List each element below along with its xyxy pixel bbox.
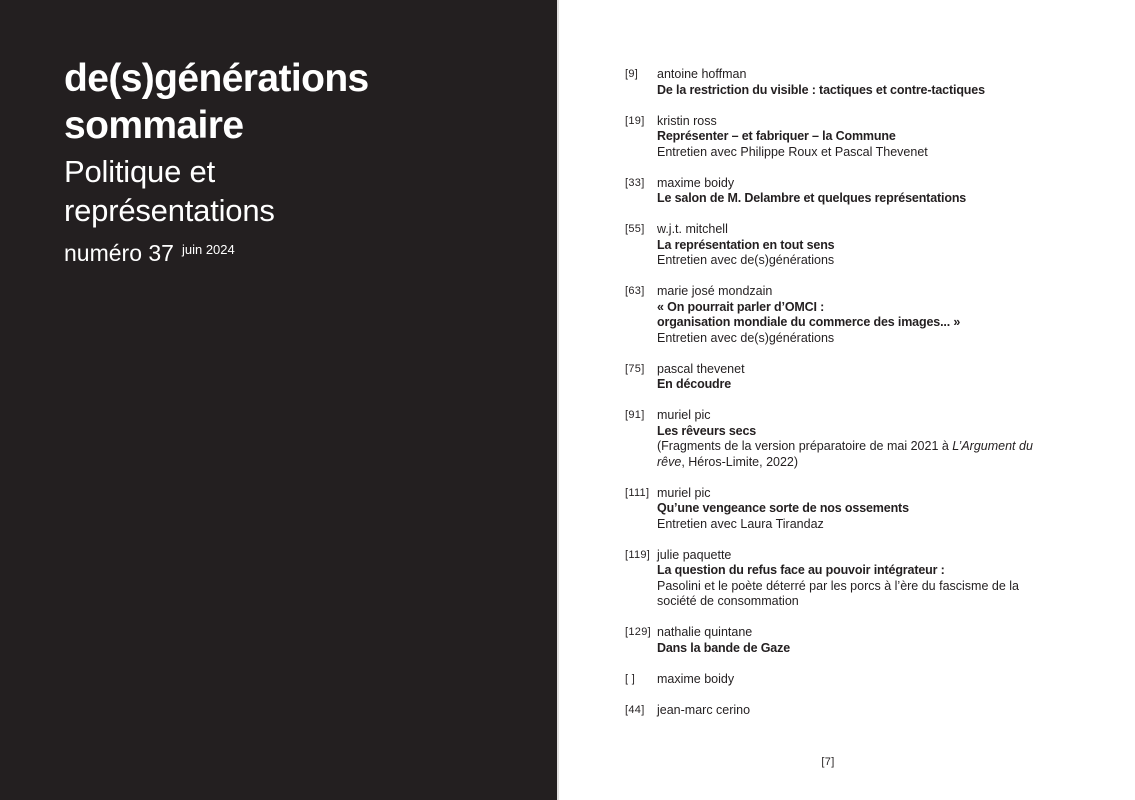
entry-title: « On pourrait parler d’OMCI : (657, 299, 825, 314)
entry-page-ref: [91] (625, 409, 645, 421)
entry-page-ref: [55] (625, 223, 645, 235)
entry-author: antoine hoffman (657, 67, 747, 81)
journal-title: de(s)générations (64, 57, 369, 100)
issue-number: numéro 37 (64, 240, 174, 266)
entry-title: organisation mondiale du commerce des images... » (657, 315, 961, 329)
entry-author: nathalie quintane (657, 625, 753, 639)
entry-note: Entretien avec Laura Tirandaz (657, 516, 824, 531)
entry-page-ref: [129] (625, 626, 651, 638)
entry-note: Entretien avec de(s)générations (657, 253, 835, 267)
toc-list (625, 67, 1031, 768)
issue-theme-line2: représentations (64, 193, 275, 228)
entry-body (657, 114, 1031, 161)
entry-page-ref: [9] (625, 68, 639, 80)
entry-author: w.j.t. mitchell (657, 222, 728, 236)
entry-note: rêve, Héros-Limite, 2022) (657, 454, 799, 469)
toc-entry (625, 114, 1031, 161)
sommaire-heading: sommaire (64, 104, 244, 147)
issue-theme-block (64, 152, 275, 230)
entry-title: Qu’une vengeance sorte de nos ossements (657, 501, 909, 515)
issue-date: juin 2024 (181, 242, 235, 257)
toc-entry (625, 362, 1031, 393)
entry-page-ref: [33] (625, 176, 645, 189)
toc-entry (625, 672, 1031, 688)
toc-entry (625, 625, 1031, 656)
entry-body (657, 222, 1031, 269)
entry-note: (Fragments de la version préparatoire de mai 2021 à L’Argument du (657, 439, 1033, 453)
toc-entry (625, 176, 1031, 207)
entry-page-ref: [119] (625, 548, 651, 561)
entry-body (657, 672, 1031, 688)
entry-author: julie paquette (657, 547, 732, 562)
entry-author: muriel pic (657, 408, 711, 422)
entry-page-ref: [ ] (625, 672, 636, 685)
entry-body (657, 284, 1031, 346)
issue-info (64, 240, 235, 267)
toc-entry (625, 703, 1031, 719)
entry-author: jean-marc cerino (657, 702, 751, 717)
entry-page-ref: [63] (625, 285, 645, 297)
entry-author: maxime boidy (657, 671, 735, 686)
entry-title: En découdre (657, 377, 732, 391)
entry-author: muriel pic (657, 485, 711, 500)
toc-entry (625, 222, 1031, 269)
entry-title: Le salon de M. Delambre et quelques représentations (657, 191, 967, 205)
entry-body (657, 362, 1031, 393)
entry-body (657, 703, 1031, 719)
toc-entry (625, 284, 1031, 346)
toc-page (557, 0, 1135, 800)
entry-title: Les rêveurs secs (657, 423, 757, 438)
entry-body (657, 408, 1033, 470)
issue-theme-line1: Politique et (64, 154, 215, 189)
entry-title: La question du refus face au pouvoir intégrateur : (657, 563, 945, 577)
cover-panel (0, 0, 557, 800)
entry-page-ref: [44] (625, 703, 645, 716)
toc-entry (625, 486, 1031, 533)
entry-title: Représenter – et fabriquer – la Commune (657, 129, 896, 143)
entry-title: De la restriction du visible : tactiques et contre-tactiques (657, 82, 985, 97)
page-number: [7] (821, 756, 835, 768)
entry-page-ref: [19] (625, 114, 645, 127)
entry-body (657, 67, 1031, 98)
entry-title: Dans la bande de Gaze (657, 640, 791, 655)
entry-note: Entretien avec Philippe Roux et Pascal Thevenet (657, 144, 928, 159)
toc-entry (625, 548, 1031, 610)
entry-author: pascal thevenet (657, 361, 745, 376)
entry-author: maxime boidy (657, 175, 735, 190)
entry-page-ref: [111] (625, 486, 650, 499)
entry-author: marie josé mondzain (657, 284, 773, 298)
entry-body (657, 548, 1031, 610)
entry-note: Pasolini et le poète déterré par les porcs à l’ère du fascisme de la (657, 578, 1019, 593)
entry-page-ref: [75] (625, 362, 645, 375)
toc-entry (625, 408, 1031, 470)
entry-note: Entretien avec de(s)générations (657, 330, 835, 345)
entry-body (657, 176, 1031, 207)
entry-body (657, 486, 1031, 533)
entry-author: kristin ross (657, 113, 717, 128)
entry-note: société de consommation (657, 594, 799, 608)
entry-title: La représentation en tout sens (657, 237, 835, 252)
journal-title-block (64, 55, 369, 149)
toc-entry (625, 67, 1031, 98)
entry-body (657, 625, 1031, 656)
